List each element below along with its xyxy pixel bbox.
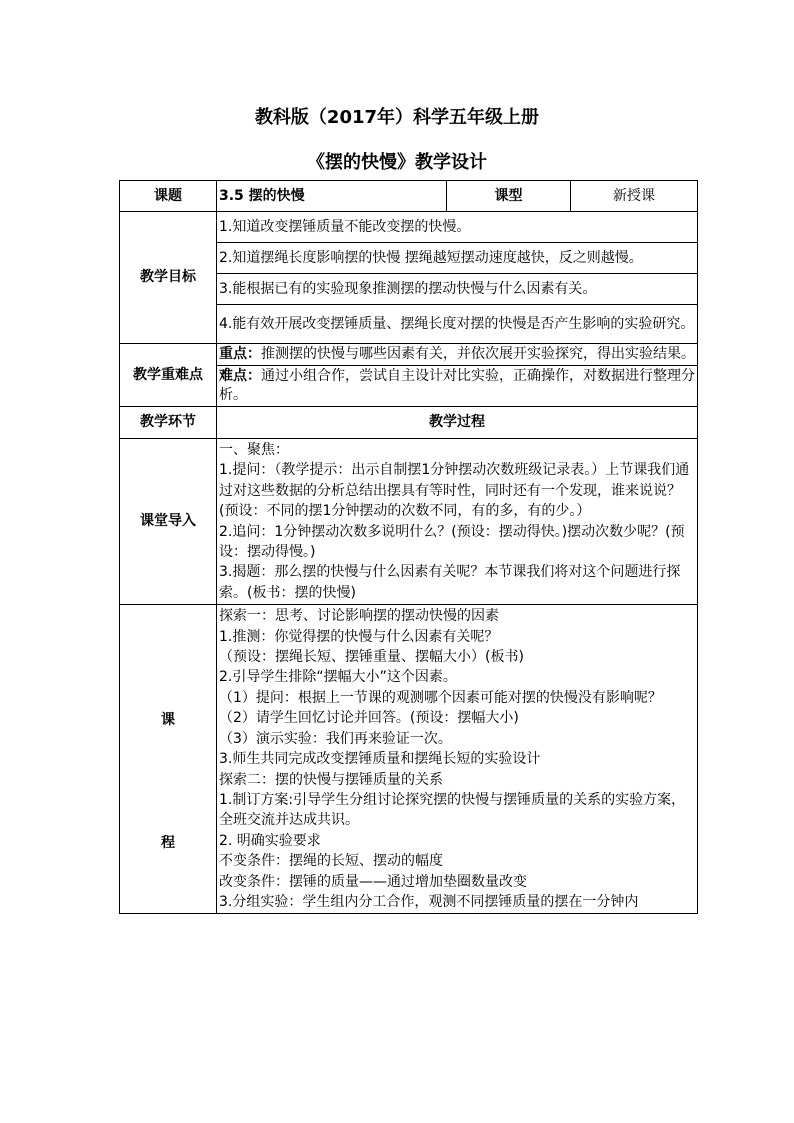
lesson-line: 2. 明确实验要求: [219, 832, 321, 849]
document-title: 教科版（2017年）科学五年级上册: [254, 107, 540, 128]
stage-header: 教学环节: [120, 407, 217, 439]
lesson-line: 探索一：思考、讨论影响摆的摆动快慢的因素: [219, 608, 499, 625]
intro-content: [217, 439, 698, 605]
difficulty-text: 通过小组合作，尝试自主设计对比实验，正确操作，对数据进行整理分析。: [219, 368, 695, 403]
goal-item: 3.能根据已有的实验现象推测摆的摆动快慢与什么因素有关。: [217, 274, 697, 305]
type-value: 新授课: [571, 181, 698, 212]
goal-item: 4.能有效开展改变摆锤质量、摆绳长度对摆的快慢是否产生影响的实验研究。: [219, 316, 695, 332]
intro-line: 3.揭题：那么摆的快慢与什么因素有关呢？本节课我们将对这个问题进行探索。(板书：摆的快慢): [219, 564, 681, 601]
lesson-line: （3）演示实验：我们再来验证一次。: [219, 730, 452, 747]
lesson-line: 3.分组实验：学生组内分工合作，观测不同摆锤质量的摆在一分钟内: [219, 893, 639, 910]
key-label: 重点：: [219, 346, 261, 362]
goals-list: [217, 212, 698, 344]
key-point: [217, 344, 697, 366]
topic-value: 3.5 摆的快慢: [217, 181, 447, 212]
lesson-line: 探索二：摆的快慢与摆锤质量的关系: [219, 771, 443, 788]
table-row: [120, 181, 698, 212]
lesson-line: （2）请学生回忆讨论并回答。(预设：摆幅大小): [219, 710, 519, 727]
lesson-line: （1）提问：根据上一节课的观测哪个因素可能对摆的快慢没有影响呢？: [219, 689, 662, 706]
lesson-line: 改变条件：摆锤的质量——通过增加垫圈数量改变: [219, 873, 527, 890]
lesson-line: 3.师生共同完成改变摆锤质量和摆绳长短的实验设计: [219, 751, 541, 768]
key-points-label: 教学重难点: [120, 344, 217, 407]
intro-line: 2.追问：1分钟摆动次数多说明什么？(预设：摆动得快。)摆动次数少呢？(预设：摆动得慢。): [219, 523, 685, 561]
lesson-label-bottom: 程: [161, 835, 175, 852]
table-row: [120, 605, 698, 914]
goal-item: 1.知道改变摆锤质量不能改变摆的快慢。: [217, 212, 697, 243]
goals-label: 教学目标: [120, 212, 217, 344]
document-subtitle: 《摆的快慢》教学设计: [307, 152, 487, 173]
type-label: 课型: [447, 181, 571, 212]
lesson-plan-table: [119, 180, 698, 914]
key-text: 推测摆的快慢与哪些因素有关，并依次展开实验探究，得出实验结果。: [261, 346, 695, 362]
topic-label: 课题: [120, 181, 217, 212]
lesson-line: （预设：摆绳长短、摆锤重量、摆幅大小）(板书): [219, 649, 524, 666]
table-row: [120, 439, 698, 605]
lesson-content: [217, 605, 698, 914]
process-header: 教学过程: [217, 407, 698, 439]
lesson-label-cell: [120, 605, 217, 914]
key-points-cell: [217, 344, 698, 407]
lesson-line: 1.制订方案:引导学生分组讨论探究摆的快慢与摆锤质量的关系的实验方案，全班交流并达成共识。: [219, 791, 686, 829]
table-row: [120, 212, 698, 344]
difficulty-point: [217, 366, 697, 406]
lesson-line: 1.推测：你觉得摆的快慢与什么因素有关呢？: [219, 628, 499, 645]
intro-line: 1.提问：（教学提示：出示自制摆1分钟摆动次数班级记录表。）上节课我们通过对这些数据的分析总结出摆具有等时性，同时还有一个发现，谁来说说？(预设：不同的摆1分钟摆动的次数不同，有的多，有的少。）: [219, 462, 690, 520]
goal-item: 2.知道摆绳长度影响摆的快慢 摆绳越短摆动速度越快，反之则越慢。: [217, 243, 697, 274]
intro-label: 课堂导入: [120, 439, 217, 605]
table-row: [120, 407, 698, 439]
lesson-line: 2.引导学生排除“摆幅大小”这个因素。: [219, 669, 457, 686]
table-row: [120, 344, 698, 407]
intro-line: 一、聚焦：: [219, 442, 289, 458]
lesson-line: 不变条件：摆绳的长短、摆动的幅度: [219, 853, 443, 870]
difficulty-label: 难点：: [219, 368, 261, 384]
lesson-label-top: 课: [161, 712, 175, 729]
